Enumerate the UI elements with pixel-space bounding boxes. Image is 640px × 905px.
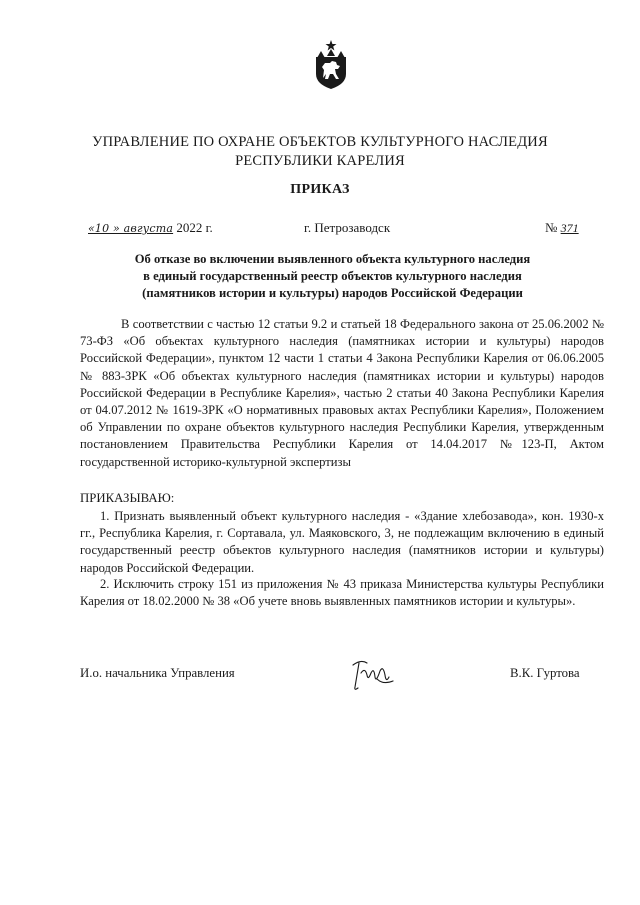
document-city: г. Петрозаводск xyxy=(304,220,391,235)
signatory-position: И.о. начальника Управления xyxy=(80,666,235,680)
handwritten-signature xyxy=(347,657,397,693)
organization-line-2: РЕСПУБЛИКИ КАРЕЛИЯ xyxy=(235,153,405,169)
organization-line-1: УПРАВЛЕНИЕ ПО ОХРАНЕ ОБЪЕКТОВ КУЛЬТУРНОГО НАСЛЕДИЯ xyxy=(92,134,548,150)
subject-line-3: (памятников истории и культуры) народов Российской Федерации xyxy=(142,286,523,300)
order-item-1: 1. Признать выявленный объект культурного наследия - «Здание хлебозавода», кон. 1930-х гг., Республика Карелия, г. Сортавала, ул. Маяковского, 3, не подлежащим включению в единый государственный реестр объектов культурного наследия (памятников истории и культуры) народов Российской Федерации. xyxy=(80,509,604,575)
karelia-coat-of-arms-icon xyxy=(313,40,349,90)
subject-line-2: в единый государственный реестр объектов культурного наследия xyxy=(143,269,522,283)
order-word: ПРИКАЗЫВАЮ: xyxy=(80,491,175,505)
handwritten-date: «10 » августа xyxy=(88,222,174,235)
organization-name xyxy=(60,133,580,171)
document-subject xyxy=(80,251,585,302)
date-year: 2022 г. xyxy=(173,220,213,235)
number-prefix: № xyxy=(545,220,558,235)
document-number xyxy=(545,220,579,236)
document-type: ПРИКАЗ xyxy=(290,182,350,197)
order-item-2: 2. Исключить строку 151 из приложения № 43 приказа Министерства культуры Республики Карелия от 18.02.2000 № 38 «Об учете вновь выявленных памятников истории и культуры». xyxy=(80,577,604,609)
signatory-name: В.К. Гуртова xyxy=(510,666,580,680)
subject-line-1: Об отказе во включении выявленного объекта культурного наследия xyxy=(134,252,531,266)
handwritten-number: 371 xyxy=(560,221,579,235)
preamble-paragraph: В соответствии с частью 12 статьи 9.2 и статьей 18 Федерального закона от 25.06.2002 № 73-ФЗ «Об объектах культурного наследия (памятниках истории и культуры) народов Российской Федерации», пунктом 12 части 1 статьи 4 Закона Республики Карелия от 06.06.2005 № 883-ЗРК «Об объектах культурного наследия (памятниках истории и культуры) народов Российской Федерации в Республике Карелия», частью 2 статьи 40 Закона Республики Карелия от 04.07.2012 № 1619-ЗРК «О нормативных правовых актах Республики Карелия», Положением об Управлении по охране объектов культурного наследия Республики Карелия, утвержденным постановлением Правительства Республики Карелия от 14.04.2017 №123-П, Актом государственной историко-культурной экспертизы xyxy=(80,317,604,469)
document-date xyxy=(88,220,213,236)
